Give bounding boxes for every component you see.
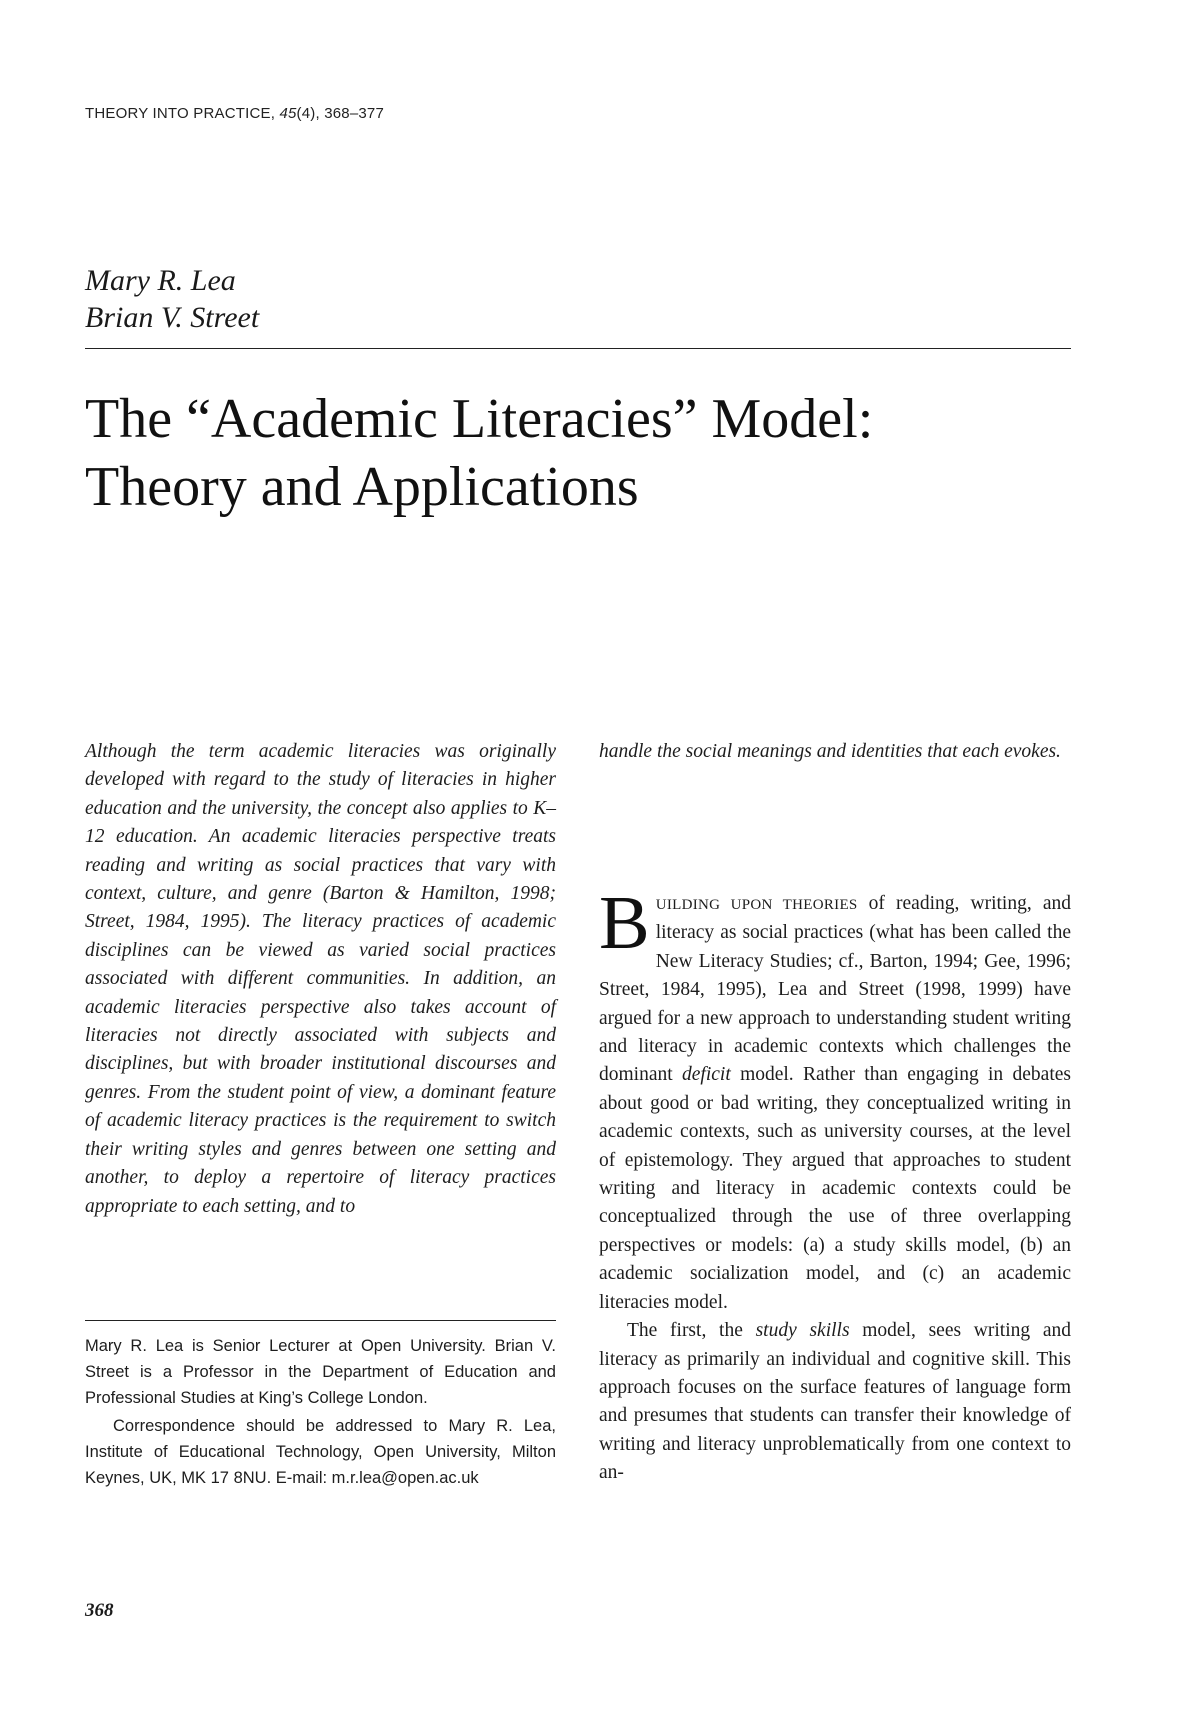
body-paragraph [599, 881, 1071, 1317]
author-affiliation: Mary R. Lea is Senior Lecturer at Open University. Brian V. Street is a Professor in the Department of Education and Professional Studies at King’s College London. [85, 1337, 556, 1407]
journal-issue-pages: (4), 368–377 [296, 105, 384, 122]
body-paragraph [599, 1317, 1071, 1487]
title-line: The “Academic Literacies” Model: [85, 388, 874, 450]
page-number: 368 [85, 1600, 114, 1621]
abstract-right-column: handle the social meanings and identities that each evokes. [599, 741, 1061, 762]
abstract-left-column: Although the term academic literacies was originally developed with regard to the study of literacies in higher education and the university, the concept also applies to K–12 education. An academic literacies perspective treats reading and writing as social practices that vary with context, culture, and genre (Barton & Hamilton, 1998; Street, 1984, 1995). The literacy practices of academic disciplines can be viewed as varied social practices associated with different communities. In addition, an academic literacies perspective also takes account of literacies not directly associated with subjects and disciplines, but with broader institutional discourses and genres. From the student point of view, a dominant feature of academic literacy practices is the requirement to switch their writing styles and genres between one setting and another, to deploy a repertoire of literacy practices appropriate to each setting, and to [85, 741, 556, 1217]
emphasis: study skills [755, 1320, 850, 1342]
drop-cap: B [599, 881, 650, 965]
body-text-run: model, sees writing and literacy as primarily an individual and cognitive skill. This approach focuses on the surface features of language form and presumes that students can transfer their knowledge of writing and literacy unproblematically from one context to an- [599, 1320, 1071, 1484]
opening-small-caps: UILDING UPON THEORIES [655, 897, 858, 913]
body-text-run: model. Rather than engaging in debates about good or bad writing, they conceptualized writing in academic contexts, such as university courses, at the level of epistemology. They argued that approaches to student writing and literacy in academic contexts could be conceptualized through the use of three overlapping perspectives or models: (a) a study skills model, (b) an academic socialization model, and (c) an academic literacies model. [599, 1064, 1071, 1313]
body-text-run: The first, the [627, 1320, 756, 1342]
footnote-divider [85, 1320, 556, 1321]
author-footnote [85, 1333, 556, 1491]
author-name: Brian V. Street [85, 301, 260, 334]
title-line: Theory and Applications [85, 456, 639, 518]
author-list [85, 262, 1071, 336]
header-divider [85, 348, 1071, 349]
author-name: Mary R. Lea [85, 264, 236, 297]
emphasis: deficit [682, 1064, 731, 1086]
running-head [85, 105, 384, 122]
journal-name: THEORY INTO PRACTICE, [85, 105, 280, 122]
journal-volume: 45 [279, 105, 297, 122]
body-text-run: of reading, writing, and literacy as social practices (what has been called the New Literacy Studies; cf., Barton, 1994; Gee, 1996; Street, 1984, 1995), Lea and Street (1998, 1999) have argued for a new approach to understanding student writing and literacy in academic contexts which challenges the dominant [599, 893, 1071, 1086]
correspondence-note: Correspondence should be addressed to Mary R. Lea, Institute of Educational Technology, Open University, Milton Keynes, UK, MK 17 8NU. E-mail: m.r.lea@open.ac.uk [85, 1417, 556, 1487]
article-title [85, 385, 1085, 521]
body-text [599, 881, 1071, 1488]
